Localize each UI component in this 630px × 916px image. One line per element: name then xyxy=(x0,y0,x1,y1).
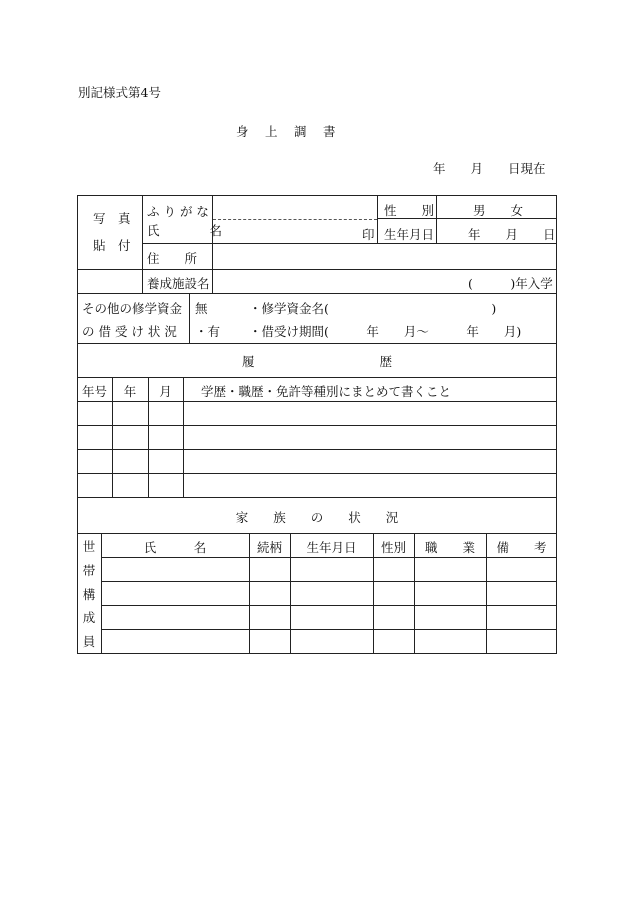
enrollment-year: ( )年入学 xyxy=(468,276,553,291)
family-col-gender: 性別 xyxy=(380,540,406,555)
history-instruction: 学歴・職歴・免許等種別にまとめて書くこと xyxy=(201,384,452,399)
family-title: 家 族 の 状 況 xyxy=(235,510,399,525)
birthdate-value: 年 月 日 xyxy=(468,227,556,242)
form-title: 身 上 調 書 xyxy=(236,124,338,139)
gender-label: 性 別 xyxy=(384,203,435,218)
household-char-4: 成 xyxy=(82,610,96,626)
loan-none: 無 xyxy=(195,301,208,316)
loan-has: ・有 xyxy=(195,324,221,339)
family-col-relation: 続柄 xyxy=(256,540,282,555)
household-char-2: 帯 xyxy=(82,562,96,578)
loan-period: ・借受け期間( 年 月～ 年 月) xyxy=(249,324,522,339)
family-col-remarks: 備 考 xyxy=(496,540,547,555)
household-char-5: 員 xyxy=(82,634,96,649)
school-label: 養成施設名 xyxy=(147,276,210,291)
address-label: 住 所 xyxy=(147,251,198,266)
date-line: 年 月 日現在 xyxy=(433,161,546,176)
family-col-birthdate: 生年月日 xyxy=(306,540,357,555)
loan-label-1: その他の修学資金 xyxy=(82,301,183,316)
loan-fund-name: ・修学資金名( ) xyxy=(249,301,497,316)
loan-label-2: の 借 受 け 状 況 xyxy=(82,324,177,339)
photo-label-1: 写 真 xyxy=(93,211,131,226)
form-number: 別記様式第4号 xyxy=(78,85,161,100)
history-col-year: 年 xyxy=(123,384,137,399)
household-members-label xyxy=(78,537,100,650)
furigana-label: ふ り が な xyxy=(147,204,209,219)
seal-mark: 印 xyxy=(362,227,375,242)
family-col-occupation: 職 業 xyxy=(424,540,475,555)
history-col-era: 年号 xyxy=(82,384,108,399)
gender-options: 男 女 xyxy=(473,203,524,218)
name-label: 氏 名 xyxy=(147,223,223,238)
history-col-month: 月 xyxy=(159,384,172,399)
birthdate-label: 生年月日 xyxy=(384,227,435,242)
household-char-3: 構 xyxy=(82,586,96,602)
household-char-1: 世 xyxy=(82,539,96,554)
family-col-name: 氏 名 xyxy=(143,540,207,555)
history-title: 履 歴 xyxy=(241,354,392,369)
photo-label-2: 貼 付 xyxy=(93,238,131,253)
